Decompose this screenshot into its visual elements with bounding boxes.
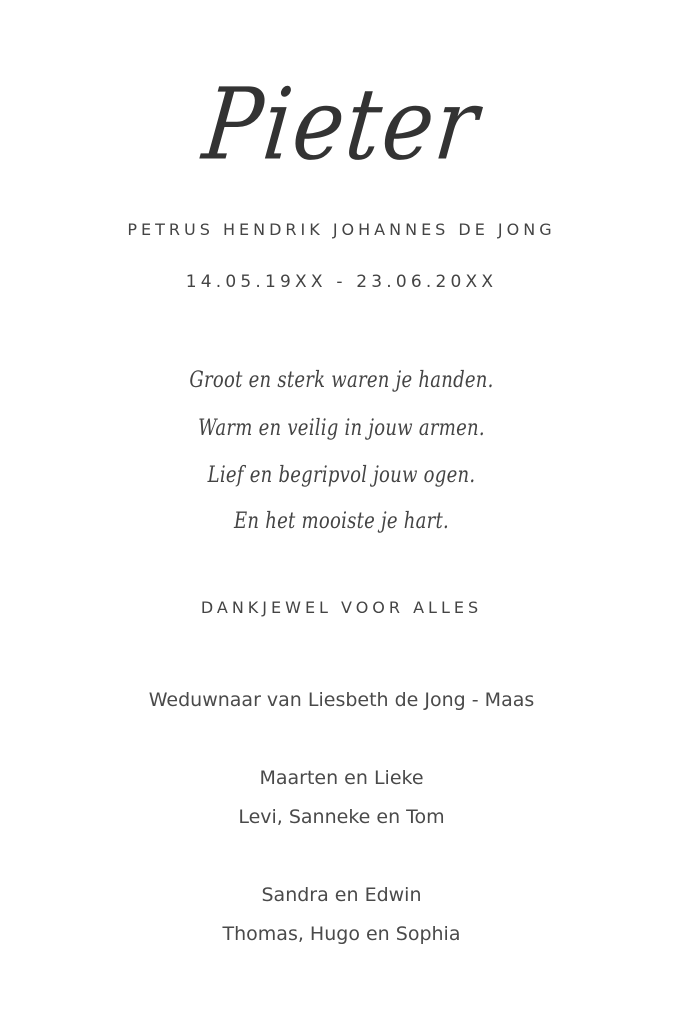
thanks-heading: DANKJEWEL VOOR ALLES: [200, 598, 483, 617]
full-name: PETRUS HENDRIK JOHANNES DE JONG: [127, 220, 556, 239]
family-line: Levi, Sanneke en Tom: [238, 806, 445, 828]
poem-line: Lief en begripvol jouw ogen.: [207, 463, 476, 488]
family-line: Maarten en Lieke: [259, 767, 424, 789]
first-name-heading: Pieter: [198, 67, 485, 183]
poem-line: En het mooiste je hart.: [234, 509, 449, 534]
poem-line: Warm en veilig in jouw armen.: [198, 416, 485, 441]
family-line: Thomas, Hugo en Sophia: [222, 923, 461, 945]
family-line: Sandra en Edwin: [261, 884, 422, 906]
life-dates: 14.05.19XX - 23.06.20XX: [185, 272, 498, 292]
widower-line: Weduwnaar van Liesbeth de Jong - Maas: [148, 689, 535, 711]
poem-line: Groot en sterk waren je handen.: [189, 368, 494, 393]
